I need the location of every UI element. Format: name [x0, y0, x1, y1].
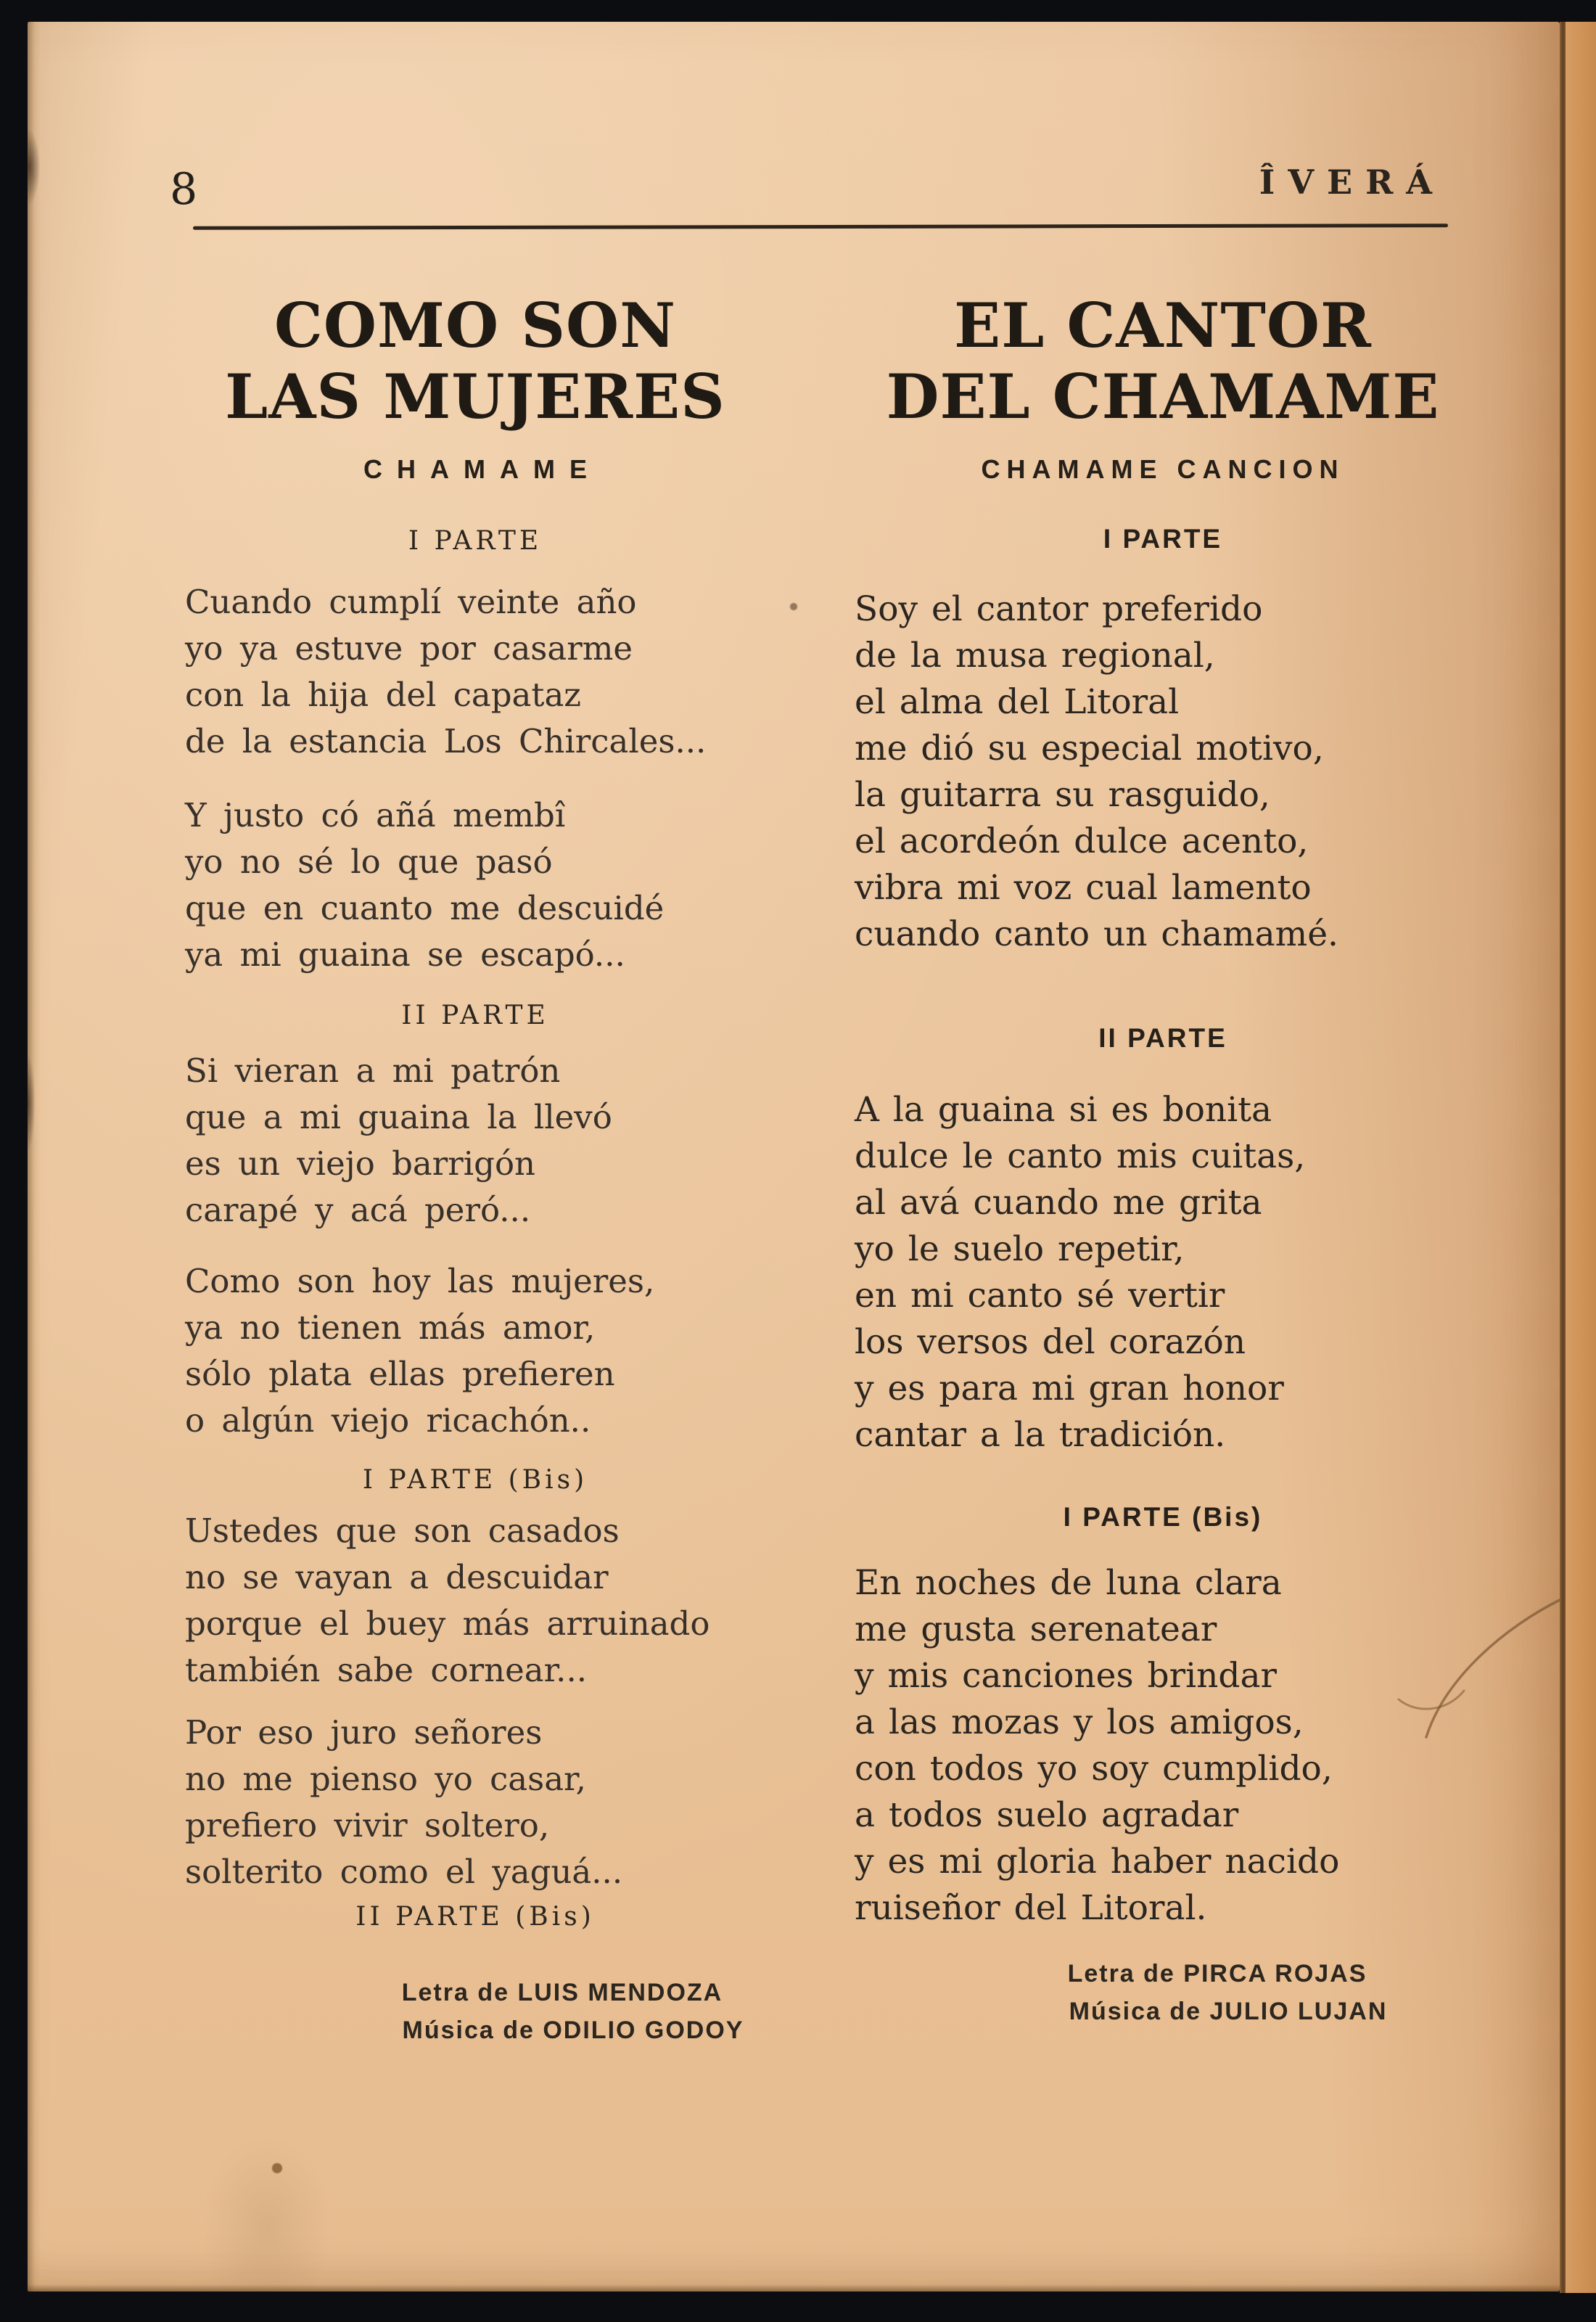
- left-stanza-4: [185, 1258, 765, 1444]
- page-number: 8: [170, 164, 198, 215]
- lyric-line: ya mi guaina se escapó...: [185, 935, 625, 974]
- left-song-title: [185, 290, 765, 432]
- right-song-title-line-1: EL CANTOR: [954, 290, 1372, 361]
- lyric-line: cantar a la tradición.: [855, 1415, 1226, 1455]
- lyric-line: me dió su especial motivo,: [855, 729, 1324, 768]
- lyric-line: la guitarra su rasguido,: [855, 775, 1270, 815]
- left-part-4-heading: II PARTE (Bis): [355, 1902, 595, 1932]
- lyric-line: dulce le canto mis cuitas,: [855, 1136, 1306, 1176]
- lyric-line: y es mi gloria haber nacido: [855, 1842, 1340, 1882]
- left-stanza-3: [185, 1048, 765, 1234]
- lyric-line: yo le suelo repetir,: [855, 1229, 1185, 1269]
- lyric-line: a todos suelo agradar: [855, 1795, 1239, 1835]
- left-song-genre: CHAMAME: [363, 454, 601, 484]
- lyric-line: vibra mi voz cual lamento: [855, 868, 1312, 908]
- right-stanza-2: [855, 1087, 1471, 1459]
- left-music-credit: Música de ODILIO GODOY: [402, 2017, 744, 2044]
- lyric-line: ya no tienen más amor,: [185, 1308, 596, 1347]
- lyric-line: a las mozas y los amigos,: [855, 1702, 1304, 1742]
- lyric-line: que en cuanto me descuidé: [185, 889, 665, 927]
- lyric-line: en mi canto sé vertir: [855, 1276, 1225, 1316]
- right-song-genre: CHAMAME CANCION: [981, 454, 1345, 484]
- right-part-3-heading: I PARTE (Bis): [1063, 1502, 1263, 1532]
- lyric-line: Como son hoy las mujeres,: [185, 1262, 655, 1300]
- lyric-line: porque el buey más arruinado: [185, 1604, 710, 1643]
- next-page-edge: [1566, 22, 1596, 2293]
- lyric-line: carapé y acá peró...: [185, 1191, 531, 1229]
- left-stanza-5: [185, 1508, 765, 1694]
- left-lyrics-credit: Letra de LUIS MENDOZA: [401, 1979, 723, 2006]
- lyric-line: Cuando cumplí veinte año: [185, 583, 637, 621]
- lyric-line: Ustedes que son casados: [185, 1511, 620, 1550]
- lyric-line: cuando canto un chamamé.: [855, 914, 1338, 954]
- lyric-line: de la estancia Los Chircales...: [185, 722, 707, 760]
- right-song-column: [855, 290, 1471, 2030]
- lyric-line: Si vieran a mi patrón: [185, 1051, 561, 1090]
- left-song-title-line-2: LAS MUJERES: [225, 361, 725, 432]
- lyric-line: de la musa regional,: [855, 636, 1215, 676]
- lyric-line: no me pienso yo casar,: [185, 1760, 586, 1798]
- lyric-line: los versos del corazón: [855, 1322, 1246, 1362]
- right-part-2-heading: II PARTE: [1098, 1023, 1227, 1053]
- lyric-line: sólo plata ellas prefieren: [185, 1355, 615, 1393]
- lyric-line: En noches de luna clara: [855, 1563, 1282, 1603]
- left-stanza-1: [185, 579, 765, 765]
- lyric-line: Soy el cantor preferido: [855, 589, 1263, 629]
- lyric-line: y es para mi gran honor: [855, 1369, 1284, 1408]
- lyric-line: con todos yo soy cumplido,: [855, 1749, 1333, 1789]
- left-stanza-2: [185, 792, 765, 978]
- header-rule: [193, 223, 1448, 230]
- left-stanza-6: [185, 1710, 765, 1895]
- lyric-line: es un viejo barrigón: [185, 1144, 536, 1183]
- left-song-column: [185, 290, 765, 2049]
- lyric-line: que a mi guaina la llevó: [185, 1098, 612, 1136]
- lyric-line: Y justo có añá membî: [185, 796, 566, 834]
- left-part-1-heading: I PARTE: [408, 526, 543, 556]
- left-part-3-heading: I PARTE (Bis): [362, 1465, 588, 1495]
- left-part-2-heading: II PARTE: [401, 1001, 549, 1030]
- lyric-line: prefiero vivir soltero,: [185, 1806, 550, 1845]
- lyric-line: solterito como el yaguá...: [185, 1853, 623, 1891]
- lyric-line: al avá cuando me grita: [855, 1183, 1262, 1223]
- right-song-title-line-2: DEL CHAMAME: [886, 361, 1440, 432]
- left-song-credits: [272, 1974, 852, 2049]
- lyric-line: yo no sé lo que pasó: [185, 842, 553, 881]
- lyric-line: ruiseñor del Litoral.: [855, 1888, 1207, 1928]
- running-head-title: ÎVERÁ: [1259, 163, 1445, 202]
- lyric-line: Por eso juro señores: [185, 1713, 543, 1752]
- left-song-title-line-1: COMO SON: [273, 290, 677, 361]
- lyric-line: el acordeón dulce acento,: [855, 821, 1309, 861]
- songbook-page: [28, 22, 1560, 2292]
- lyric-line: yo ya estuve por casarme: [185, 629, 633, 668]
- right-song-credits: [909, 1955, 1526, 2030]
- lyric-line: A la guaina si es bonita: [855, 1090, 1272, 1130]
- pen-scratch-mark: [1378, 1589, 1574, 1763]
- lyric-line: y mis canciones brindar: [855, 1656, 1277, 1696]
- lyric-line: con la hija del capataz: [185, 676, 581, 714]
- right-lyrics-credit: Letra de PIRCA ROJAS: [1067, 1960, 1367, 1987]
- right-music-credit: Música de JULIO LUJAN: [1069, 1998, 1388, 2025]
- lyric-line: o algún viejo ricachón..: [185, 1401, 591, 1440]
- right-part-1-heading: I PARTE: [1103, 524, 1223, 554]
- page-gutter-crease: [1560, 22, 1566, 2293]
- lyric-line: el alma del Litoral: [855, 682, 1180, 722]
- right-song-title: [855, 290, 1471, 432]
- lyric-line: también sabe cornear...: [185, 1651, 588, 1689]
- lyric-line: me gusta serenatear: [855, 1609, 1217, 1649]
- right-stanza-1: [855, 586, 1471, 958]
- lyric-line: no se vayan a descuidar: [185, 1558, 609, 1596]
